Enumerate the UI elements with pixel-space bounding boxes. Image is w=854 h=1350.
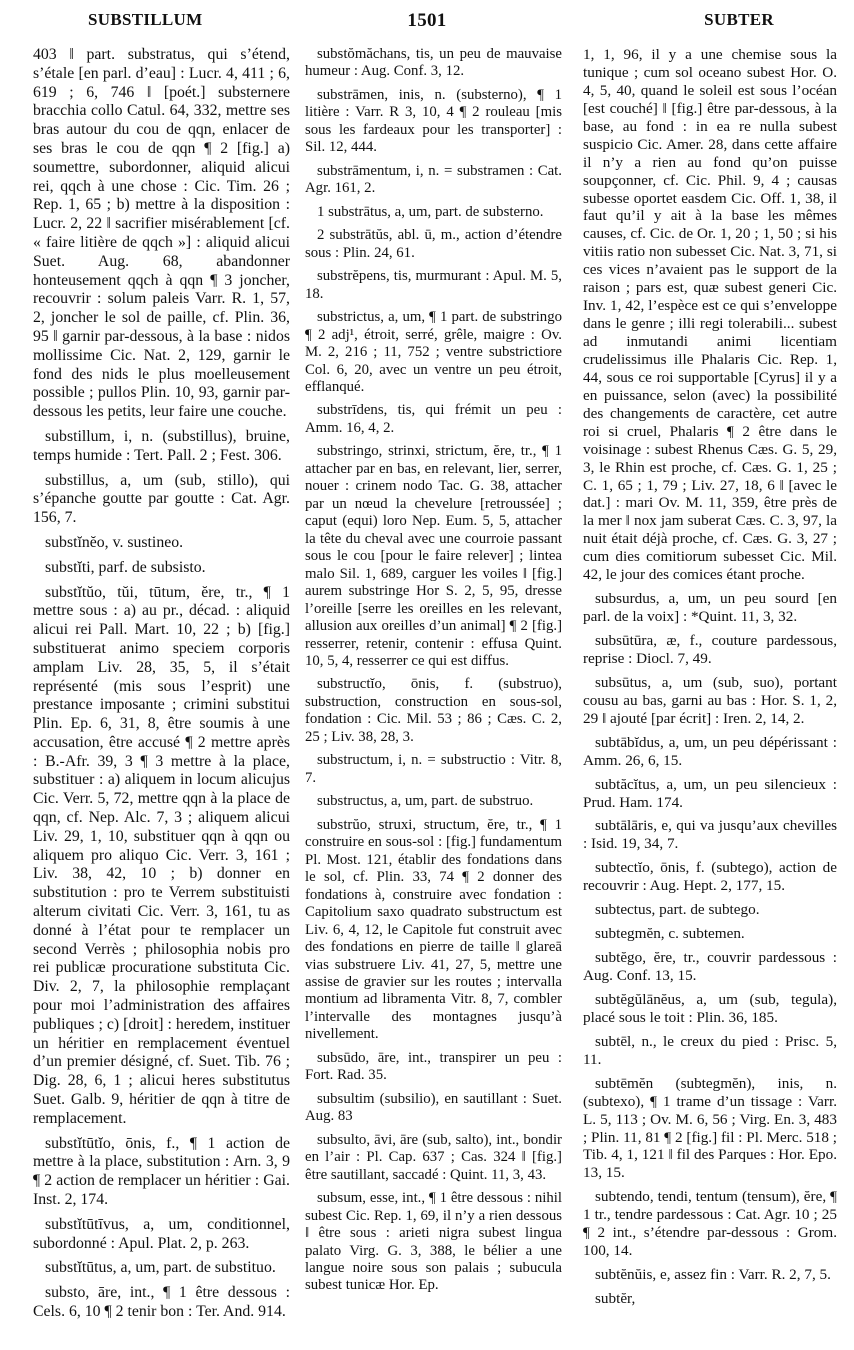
entry-subtego: subtĕgo, ĕre, tr., couvrir pardessous : Aug. Conf. 13, 15. — [583, 949, 837, 984]
entry-subsutus: subsūtus, a, um (sub, suo), portant cousu au bas, garni au bas : Hor. S. 1, 2, 29 ‖ ajouté [par écrit] : Iren. 2, 14, 2. — [583, 673, 837, 727]
entry-subsudo: subsūdo, āre, int., transpirer un peu : Fort. Rad. 35. — [305, 1049, 562, 1084]
entry-subtemen: subtēmĕn (subtegmĕn), inis, n. (subtexo), ¶ 1 trame d’un tissage : Varr. L. 5, 113 ; Ov. M. 6, 56 ; Virg. En. 3, 483 ; Plin. 11, 81 ¶ 2 [fig.] fil : Pl. Merc. 518 ; Tib. 4, 1, 121 ‖ fil des Parques : Hor. Epo. 13, 15. — [583, 1074, 837, 1182]
entry-substitutus: substĭtūtus, a, um, part. de substituo. — [45, 1259, 276, 1277]
entry-substituo: substĭtŭo, tŭi, tūtum, ĕre, tr., ¶ 1 mettre sous : a) au pr., décad. : aliquid alicui rei Pall. Mart. 10, 22 ; b) [fig.] substituerat animo speciem corporis amplam Liv. 28, 35, 5, il s’était représenté (mis sous l’esprit) une prestance imposante ; crimini substitui Plin. Ep. 6, 31, 8, être soumis à une accusation, être accusé ¶ 2 mettre après : B.-Afr. 39, 3 ¶ 3 mettre à la place, substituer : a) aliquem in locum alicujus Cic. Verr. 5, 72, mettre qqn à la place de qqn, cf. Nep. Alc. 7, 3 ; aliquem alicui Liv. 29, 1, 10, substituer qqn à qqn ou aliquem pro aliquo Cic. Verr. 3, 161 ; Liv. 38, 42, 10 ; b) donner en substitution : pro te Verrem substituisti alterum civitati Cic. Verr. 3, 161, tu as donné à l’état pour te remplacer un second Verrès ; philosophia nobis pro rei publicæ procuratione substituta Cic. Div. 2, 7, la philosophie remplaçant pour moi l’administration des affaires publiques ; c) [droit] : heredem, instituer un héritier en remplacement éventuel d’un premier désigné, cf. Suet. Tib. 76 ; Dig. 28, 6, 1 ; alicui heres substitutus Suet. Galb. 9, héritier de qqn à titre de remplacement. — [33, 583, 290, 1127]
entry-subtabidus: subtābĭdus, a, um, un peu dépérissant : Amm. 26, 6, 15. — [583, 733, 837, 769]
page-header — [0, 10, 854, 36]
entry-subtalaris: subtālāris, e, qui va jusqu’aux chevilles : Isid. 19, 34, 7. — [583, 817, 837, 853]
entry-subsum: subsum, esse, int., ¶ 1 être dessous : nihil subest Cic. Rep. 1, 69, il n’y a rien dessous ‖ être sous : arieti nigra subest lingua palato Virg. G. 3, 388, le bélier a une langue noire sous son palais ; subucula subest tunicæ Hor. Ep. — [305, 1190, 562, 1294]
entry-substringo: substringo, strinxi, strictum, ĕre, tr., ¶ 1 attacher par en bas, en relevant, lier, serrer, nouer : crinem nodo Tac. G. 38, attacher par un nœud la chevelure [retroussée] ; caput (equi) loro Nep. Eum. 5, 5, attacher la tête du cheval avec une courroie passant sous le cou [pour le faire relever] ; lintea malo Sil. 1, 689, carguer les voiles ‖ [fig.] aurem substringe Hor S. 2, 5, 95, dresse l’oreille [serre les oreilles en les relevant, allusion aux oreilles d’un animal] ¶ 2 [fig.] resserrer, retenir, contenir : effusa Quint. 10, 5, 4, resserrer ce qui est diffus. — [305, 443, 562, 669]
entry-substitutivus: substĭtūtīvus, a, um, conditionnel, subordonné : Apul. Plat. 2, p. 263. — [33, 1215, 290, 1252]
entry-subsutura: subsūtūra, æ, f., couture pardessous, reprise : Diocl. 7, 49. — [583, 632, 837, 667]
entry-substructum: substructum, i, n. = substructio : Vitr. 8, 7. — [305, 752, 562, 786]
entry-subsulto: subsulto, āvi, āre (sub, salto), int., bondir en l’air : Pl. Cap. 637 ; Cas. 324 ‖ [fig.] être sautillant, saccadé : Quint. 11, 3, 43. — [305, 1131, 562, 1183]
entry-subtegulaneus: subtĕgŭlānĕus, a, um (sub, tegula), placé sous le toit : Plin. 36, 185. — [583, 990, 837, 1026]
entry-substridens: substrīdens, tis, qui frémit un peu : Amm. 16, 4, 2. — [305, 402, 562, 436]
entry-subsurdus: subsurdus, a, um, un peu sourd [en parl. de la voix] : *Quint. 11, 3, 32. — [583, 590, 837, 626]
entry-substiti: substĭti, parf. de subsisto. — [45, 558, 206, 576]
entry-substructus: substructus, a, um, part. de substruo. — [317, 793, 534, 810]
entry-substramen: substrāmen, inis, n. (substerno), ¶ 1 litière : Varr. R 3, 10, 4 ¶ 2 rouleau [mis sous les fardeaux pour les transporter] : Sil. 12, 444. — [305, 86, 562, 156]
entry-subtacitus: subtăcĭtus, a, um, un peu silencieux : Prud. Ham. 174. — [583, 775, 837, 811]
entry-substillum: substillum, i, n. (substillus), bruine, temps humide : Tert. Pall. 2 ; Fest. 306. — [33, 427, 290, 464]
column-3 — [583, 46, 837, 1314]
entry-substratus-2: 2 substrātŭs, abl. ū, m., action d’étendre sous : Plin. 24, 61. — [305, 227, 562, 261]
entry-subtenuis: subtĕnŭis, e, assez fin : Varr. R. 2, 7, 5. — [595, 1266, 831, 1284]
entry-subtectus: subtectus, part. de subtego. — [595, 901, 760, 919]
running-head-right: SUBTER — [704, 10, 774, 29]
column-1 — [33, 46, 290, 1328]
entry-subtectio: subtectĭo, ōnis, f. (subtego), action de recouvrir : Aug. Hept. 2, 177, 15. — [583, 859, 837, 895]
entry-substrepens: substrĕpens, tis, murmurant : Apul. M. 5, 18. — [305, 268, 562, 302]
entry-subter: subtĕr, — [595, 1290, 636, 1307]
page-number: 1501 — [407, 10, 447, 31]
entry-substruo: substrŭo, struxi, structum, ĕre, tr., ¶ 1 construire en sous-sol : [fig.] fundamentum Pl. Most. 121, établir des fondations dans le sol, cf. Plin. 33, 74 ¶ 2 donner des fondations à, construire avec fondation : Capitolium saxo quadrato substructum est Liv. 6, 4, 12, le Capitole fut construit avec des fondations en pierre de taille ‖ glareā vias substruere Liv. 41, 27, 5, mettre une assise de gravier sur les routes ; intervalla montium ad libramenta Vitr. 8, 7, combler l’intervalle des montagnes jusqu’à nivellement. — [305, 816, 562, 1043]
entry-subsum-cont: 1, 1, 96, il y a une chemise sous la tunique ; cum sol oceano subest Hor. O. 4, 5, 40, quand le soleil est sous l’océan [est couché] ‖ [fig.] être par-dessous, à la base, au fond : in ea re nulla subest suspicio Cic. Amer. 28, dans cette affaire il n’y a rien au fond qu’on puisse soupçonner, cf. Cic. Phil. 9, 4 ; causas subesse oportet easdem Cic. Off. 1, 38, il faut qu’il y ait à la base les mêmes causes, cf. Cic. de Or. 1, 20 ; 1, 50 ; si his vitiis ratio non subesset Cic. Nat. 3, 71, si ces vices n’avaient pas le support de la raison ; pars est, quæ subest generi Cic. Inv. 1, 42, l’espèce est ce qui s’enveloppe dans le genre ; illi regi tolerabili... subest ad inmutandi animi licentiam crudelissimus ille Phalaris Cic. Rep. 1, 44, sous ce roi supportable [Cyrus] il y a en puissance, selon (avec) la possibilité des changements de caractère, cet autre roi si cruel, Phalaris ¶ 2 être dans le voisinage : subest Rhenus Cæs. G. 5, 29, 3, le Rhin est proche, cf. Cæs. G. 1, 25 ; C. 1, 65 ; 1, 79 ; Liv. 27, 18, 6 ‖ [avec le dat.] : mari Ov. M. 11, 359, être près de la mer ‖ nox jam suberat Cæs. C. 3, 97, la nuit était déjà proche, cf. Cæs. G. 3, 27 ; cum dies comitiorum subesset Cic. Mil. 42, le jour des comices étant proche. — [583, 46, 837, 584]
entry-substomachans: substŏmăchans, tis, un peu de mauvaise humeur : Aug. Conf. 3, 12. — [305, 46, 562, 80]
column-2 — [305, 46, 562, 1301]
entry-subtendo: subtendo, tendi, tentum (tensum), ĕre, ¶ 1 tr., tendre pardessous : Cat. Agr. 10 ; 25 ¶ 2 int., s’étendre par-dessous : Grom. 100, 14. — [583, 1188, 837, 1260]
entry-substructio: substructĭo, ōnis, f. (substruo), substruction, construction en sous-sol, fondation : Cic. Mil. 53 ; 86 ; Cæs. C. 2, 25 ; Liv. 38, 28, 3. — [305, 676, 562, 745]
entry-substratus-1: 1 substrātus, a, um, part. de substerno. — [317, 203, 544, 220]
entry-substo: substo, āre, int., ¶ 1 être dessous : Cels. 6, 10 ¶ 2 tenir bon : Ter. And. 914. — [33, 1284, 290, 1320]
entry-substillus: substillus, a, um (sub, stillo), qui s’épanche goutte par goutte : Cat. Agr. 156, 7. — [33, 471, 290, 527]
entry-subsultim: subsultim (subsilio), en sautillant : Suet. Aug. 83 — [305, 1090, 562, 1125]
entry-subtel: subtēl, n., le creux du pied : Prisc. 5, 11. — [583, 1032, 837, 1068]
entry-substerno-cont: 403 ‖ part. substratus, qui s’étend, s’étale [en parl. d’eau] : Lucr. 4, 411 ; 6, 619 ; 6, 746 ‖ [poét.] substernere bracchia collo Catul. 64, 332, mettre ses bras autour du cou de qqn, enlacer de ses bras le cou de qqn ¶ 2 [fig.] a) soumettre, subordonner, aliquid alicui rei, qqch à une chose : Cic. Tim. 26 ; Rep. 1, 65 ; b) mettre à la disposition : Lucr. 2, 22 ‖ sacrifier misérablement [cf. « faire litière de qqch »] : aliquid alicui Suet. Aug. 68, abandonner honteusement qqch à qqn ¶ 3 joncher, recouvrir : solum paleis Varr. R. 1, 57, 2, joncher le sol de paille, cf. Plin. 36, 95 ‖ garnir par-dessous, à la base : nidos mollissime Cic. Nat. 2, 129, garnir le fond des nids le plus moelleusement possible ; pullos Plin. 10, 93, garnir par-dessous les petits, leur faire une couche. — [33, 46, 290, 421]
entry-substrictus: substrictus, a, um, ¶ 1 part. de substringo ¶ 2 adj¹, étroit, serré, grêle, maigre : Ov. M. 2, 216 ; 11, 752 ; ventre substrictiore Col. 6, 20, avec un ventre un peu étroit, efflanqué. — [305, 309, 562, 395]
entry-substitutio: substĭtūtĭo, ōnis, f., ¶ 1 action de mettre à la place, substitution : Arn. 3, 9 ¶ 2 action de remplacer un héritier : Gai. Inst. 2, 174. — [33, 1134, 290, 1209]
entry-substramentum: substrāmentum, i, n. = substramen : Cat. Agr. 161, 2. — [305, 162, 562, 197]
entry-substineo: substĭnĕo, v. sustineo. — [45, 533, 184, 551]
running-head-left: SUBSTILLUM — [88, 10, 203, 29]
entry-subtegmen: subtegmĕn, c. subtemen. — [595, 925, 745, 943]
